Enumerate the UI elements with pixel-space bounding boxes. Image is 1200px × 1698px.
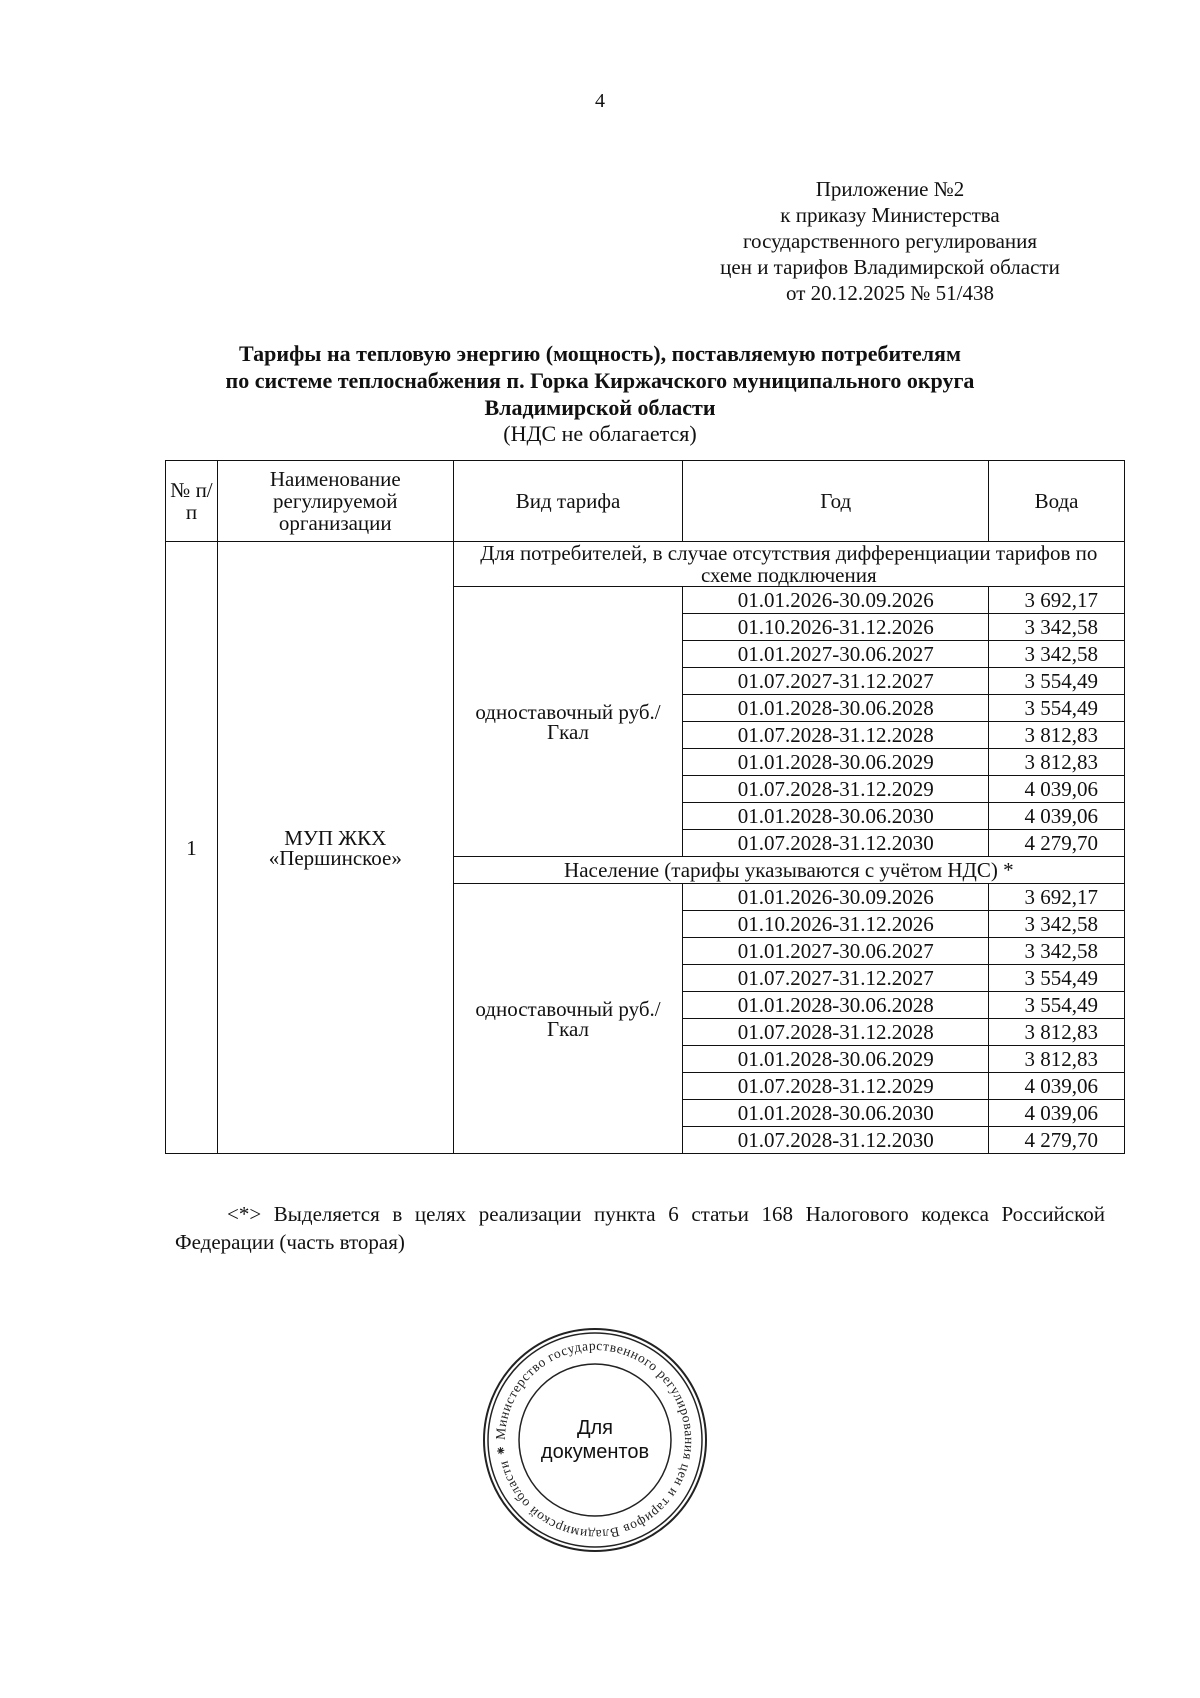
period-cell: 01.01.2026-30.09.2026 (683, 587, 989, 614)
appendix-line: от 20.12.2025 № 51/438 (785, 281, 995, 305)
period-cell: 01.01.2027-30.06.2027 (683, 938, 989, 965)
period-cell: 01.01.2026-30.09.2026 (683, 884, 989, 911)
row-number: 1 (166, 542, 218, 1154)
period-cell: 01.01.2028-30.06.2028 (683, 695, 989, 722)
header-water: Вода (989, 461, 1125, 542)
value-cell: 3 692,17 (989, 587, 1125, 614)
value-cell: 4 039,06 (989, 1100, 1125, 1127)
group-caption-row (166, 542, 1125, 587)
tariff-table (165, 460, 1125, 1154)
appendix-header (690, 176, 1090, 306)
value-cell: 3 812,83 (989, 722, 1125, 749)
period-cell: 01.07.2028-31.12.2028 (683, 1019, 989, 1046)
value-cell: 4 039,06 (989, 1073, 1125, 1100)
period-cell: 01.07.2028-31.12.2028 (683, 722, 989, 749)
period-cell: 01.01.2028-30.06.2029 (683, 1046, 989, 1073)
tariff-type: одноставочный руб./Гкал (453, 587, 683, 857)
value-cell: 3 554,49 (989, 992, 1125, 1019)
document-title (140, 340, 1060, 421)
value-cell: 3 692,17 (989, 884, 1125, 911)
group-caption: Для потребителей, в случае отсутствия дифференциации тарифов по схеме подключения (453, 542, 1124, 587)
period-cell: 01.07.2027-31.12.2027 (683, 965, 989, 992)
period-cell: 01.07.2028-31.12.2029 (683, 1073, 989, 1100)
period-cell: 01.01.2028-30.06.2030 (683, 803, 989, 830)
period-cell: 01.10.2026-31.12.2026 (683, 911, 989, 938)
period-cell: 01.07.2028-31.12.2030 (683, 830, 989, 857)
value-cell: 3 812,83 (989, 1019, 1125, 1046)
appendix-line: государственного регулирования (742, 229, 1038, 253)
table-header-row (166, 461, 1125, 542)
period-cell: 01.07.2028-31.12.2029 (683, 776, 989, 803)
period-cell: 01.01.2027-30.06.2027 (683, 641, 989, 668)
stamp-ring-text: Министерство государственного регулирования цен и тарифов Владимирской области ⁕ (492, 1337, 698, 1543)
value-cell: 4 039,06 (989, 803, 1125, 830)
title-line: по системе теплоснабжения п. Горка Киржачского муниципального округа (225, 368, 975, 393)
value-cell: 3 812,83 (989, 749, 1125, 776)
header-year: Год (683, 461, 989, 542)
value-cell: 3 342,58 (989, 938, 1125, 965)
appendix-line: цен и тарифов Владимирской области (720, 255, 1060, 279)
value-cell: 3 342,58 (989, 641, 1125, 668)
value-cell: 4 279,70 (989, 1127, 1125, 1154)
value-cell: 3 342,58 (989, 911, 1125, 938)
value-cell: 3 342,58 (989, 614, 1125, 641)
period-cell: 01.01.2028-30.06.2030 (683, 1100, 989, 1127)
stamp-center (480, 1325, 710, 1555)
title-line: Тарифы на тепловую энергию (мощность), поставляемую потребителям (239, 341, 961, 366)
period-cell: 01.01.2028-30.06.2029 (683, 749, 989, 776)
header-type: Вид тарифа (453, 461, 683, 542)
group-caption: Население (тарифы указываются с учётом НДС) * (453, 857, 1124, 884)
stamp-center-line: документов (540, 1441, 650, 1463)
header-num: № п/п (166, 461, 218, 542)
period-cell: 01.01.2028-30.06.2028 (683, 992, 989, 1019)
period-cell: 01.07.2027-31.12.2027 (683, 668, 989, 695)
value-cell: 3 812,83 (989, 1046, 1125, 1073)
value-cell: 3 554,49 (989, 668, 1125, 695)
period-cell: 01.10.2026-31.12.2026 (683, 614, 989, 641)
page-number: 4 (595, 90, 605, 112)
organization-name: МУП ЖКХ «Першинское» (217, 542, 453, 1154)
document-subtitle: (НДС не облагается) (503, 421, 697, 446)
value-cell: 3 554,49 (989, 965, 1125, 992)
title-line: Владимирской области (484, 395, 716, 420)
appendix-line: к приказу Министерства (780, 203, 1000, 227)
appendix-line: Приложение №2 (815, 177, 965, 201)
stamp-center-line: Для (576, 1417, 614, 1439)
header-org: Наименование регулируемой организации (217, 461, 453, 542)
value-cell: 3 554,49 (989, 695, 1125, 722)
period-cell: 01.07.2028-31.12.2030 (683, 1127, 989, 1154)
official-stamp (480, 1325, 710, 1555)
value-cell: 4 279,70 (989, 830, 1125, 857)
footnote: <*> Выделяется в целях реализации пункта 6 статьи 168 Налогового кодекса Российской Федерации (часть вторая) (175, 1202, 1105, 1254)
tariff-type: одноставочный руб./Гкал (453, 884, 683, 1154)
value-cell: 4 039,06 (989, 776, 1125, 803)
